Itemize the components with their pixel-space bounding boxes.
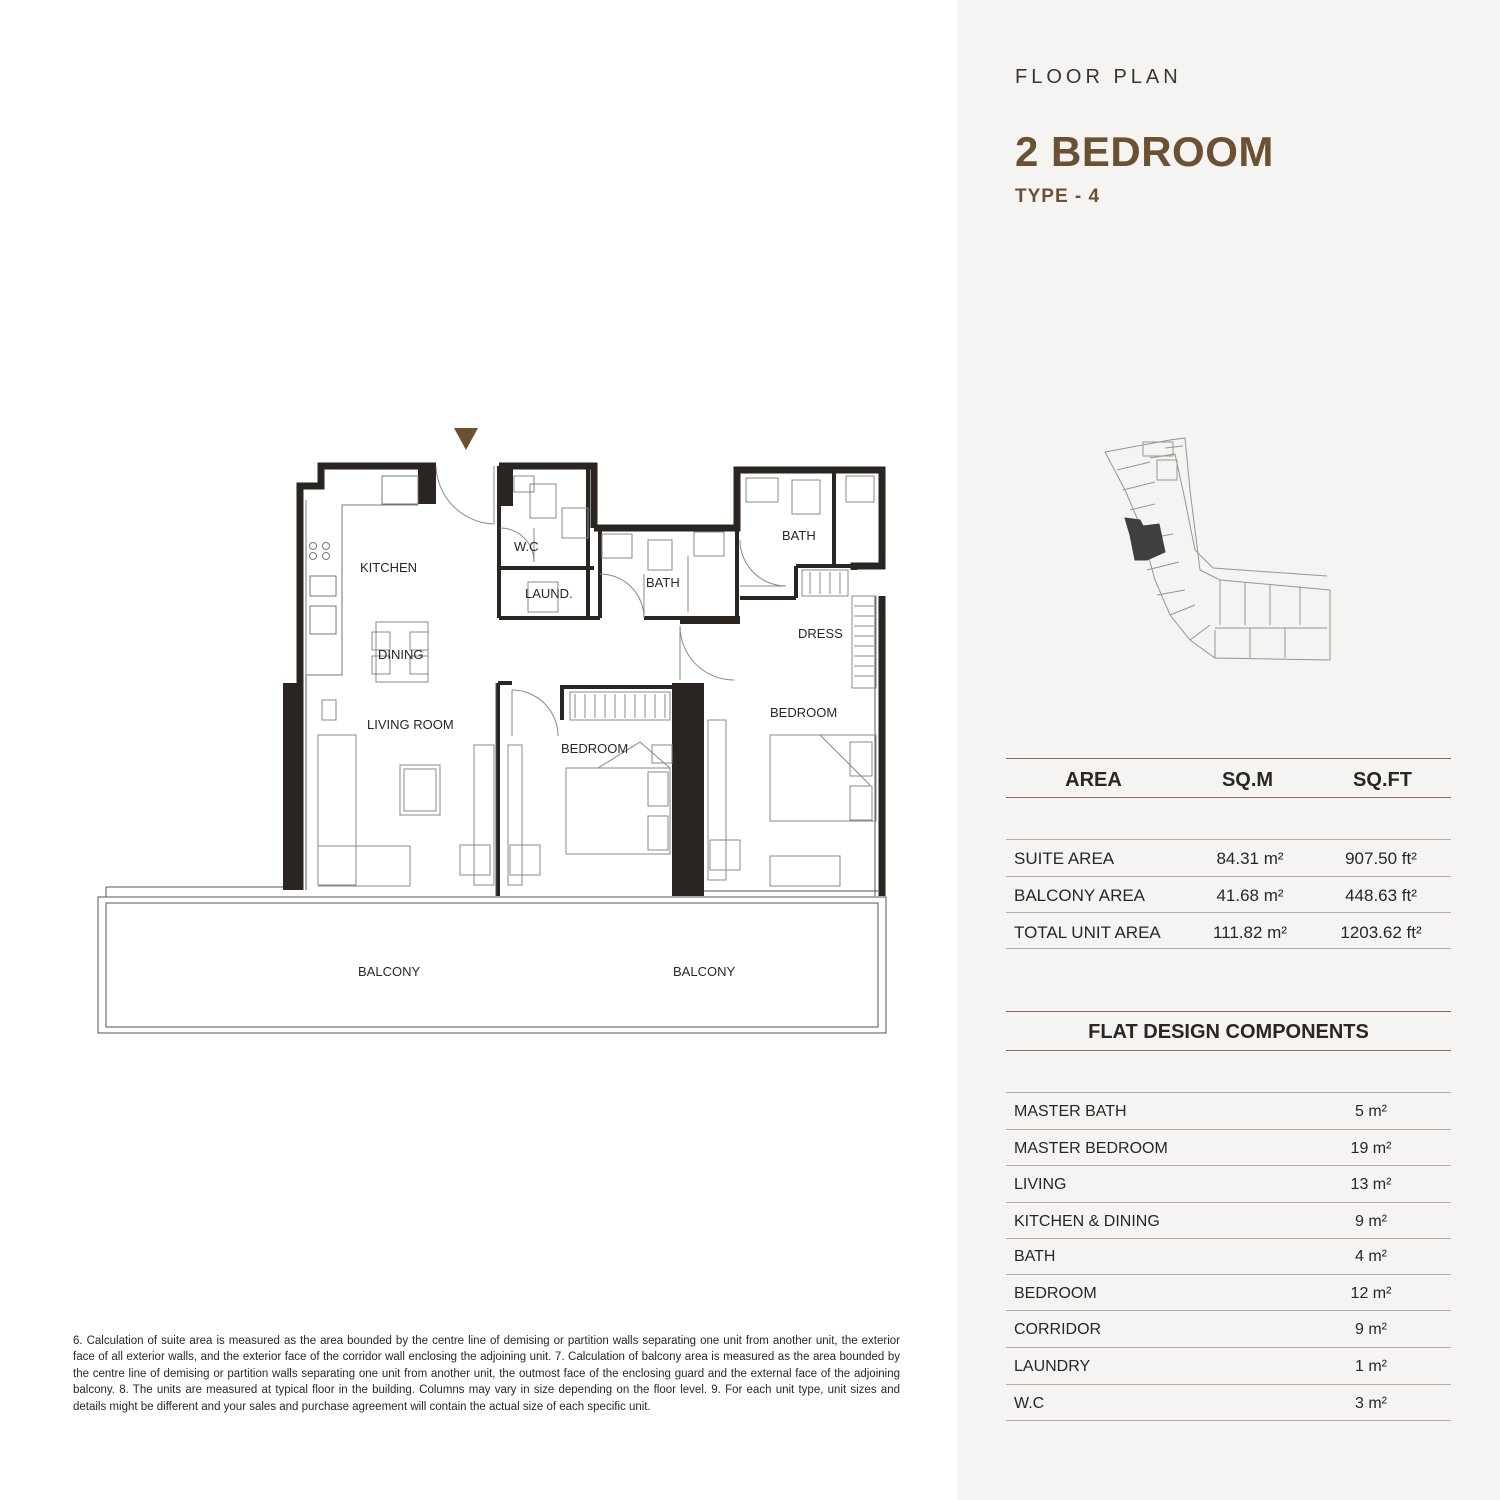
balcony-area bbox=[98, 887, 886, 1033]
component-value: 5 m² bbox=[1355, 1103, 1387, 1120]
unit-type: TYPE - 4 bbox=[1015, 186, 1101, 207]
section-heading: FLOOR PLAN bbox=[1015, 66, 1182, 88]
component-row bbox=[1006, 1203, 1451, 1239]
column bbox=[418, 466, 436, 504]
component-label: LAUNDRY bbox=[1014, 1358, 1091, 1375]
area-row-sqft: 1203.62 ft² bbox=[1340, 923, 1422, 942]
kitchen-counter bbox=[306, 476, 418, 675]
divider bbox=[1006, 797, 1451, 798]
label-dining: DINING bbox=[378, 647, 424, 662]
label-laundry: LAUND. bbox=[525, 586, 573, 601]
column bbox=[672, 683, 704, 896]
component-row bbox=[1006, 1166, 1451, 1202]
component-label: MASTER BATH bbox=[1014, 1103, 1127, 1120]
page-title: 2 BEDROOM bbox=[1015, 128, 1274, 175]
component-row bbox=[1006, 1348, 1451, 1384]
component-row bbox=[1006, 1238, 1451, 1274]
component-value: 12 m² bbox=[1350, 1285, 1392, 1302]
area-row-sqft: 907.50 ft² bbox=[1345, 849, 1417, 868]
divider bbox=[1006, 912, 1451, 913]
key-plan bbox=[1095, 430, 1335, 670]
divider bbox=[1006, 1420, 1451, 1421]
component-row bbox=[1006, 1093, 1451, 1129]
sqm-header: SQ.M bbox=[1221, 769, 1274, 791]
component-value: 3 m² bbox=[1355, 1395, 1387, 1412]
component-value: 1 m² bbox=[1355, 1358, 1387, 1375]
label-kitchen: KITCHEN bbox=[360, 560, 418, 575]
area-row bbox=[1006, 840, 1451, 876]
component-row bbox=[1006, 1311, 1451, 1347]
component-value: 19 m² bbox=[1350, 1140, 1392, 1157]
area-row-label: TOTAL UNIT AREA bbox=[1014, 923, 1161, 942]
bedroom1-furniture bbox=[460, 692, 672, 885]
area-row bbox=[1006, 914, 1451, 950]
area-row-sqm: 41.68 m² bbox=[1216, 886, 1284, 905]
label-wc: W.C bbox=[514, 539, 539, 554]
component-row bbox=[1006, 1130, 1451, 1166]
component-label: LIVING bbox=[1014, 1176, 1067, 1193]
component-label: MASTER BEDROOM bbox=[1014, 1140, 1168, 1157]
footnote: 6. Calculation of suite area is measured as the area bounded by the centre line of demising or partition walls separating one unit from another unit, the exterior face of all exterior walls, and the exterior face of the corridor wall enclosing the adjoining unit. 7. Calculation of balcony area is measured as the area bounded by the centre line of demising or partition walls separating one unit from another unit, the outmost face of the enclosing guard and the external face of the adjoining balcony. 8. The units are measured at typical floor in the building. Columns may vary in size depending on the floor level. 9. For each unit type, unit sizes and details might be different and your sales and purchase agreement will contain the actual size of each specific unit. bbox=[73, 1335, 900, 1413]
area-row-label: BALCONY AREA bbox=[1014, 886, 1146, 905]
label-bath-1: BATH bbox=[646, 575, 680, 590]
entrance-arrow-icon bbox=[454, 428, 478, 450]
column bbox=[283, 683, 300, 890]
area-row bbox=[1006, 877, 1451, 913]
divider bbox=[1006, 1050, 1451, 1051]
label-bedroom-1: BEDROOM bbox=[561, 741, 629, 756]
area-row-sqm: 111.82 m² bbox=[1212, 923, 1288, 942]
label-balcony-1: BALCONY bbox=[358, 964, 421, 979]
label-bedroom-2: BEDROOM bbox=[770, 705, 838, 720]
component-value: 4 m² bbox=[1355, 1248, 1387, 1265]
label-bath-2: BATH bbox=[782, 528, 816, 543]
component-value: 9 m² bbox=[1355, 1321, 1387, 1338]
divider bbox=[1006, 1011, 1451, 1012]
component-label: W.C bbox=[1014, 1395, 1045, 1412]
component-label: BATH bbox=[1014, 1248, 1056, 1265]
divider bbox=[1006, 758, 1451, 759]
area-row-sqm: 84.31 m² bbox=[1216, 849, 1284, 868]
label-balcony-2: BALCONY bbox=[673, 964, 736, 979]
component-row bbox=[1006, 1275, 1451, 1311]
component-value: 13 m² bbox=[1350, 1176, 1392, 1193]
divider bbox=[1006, 948, 1451, 949]
label-living-room: LIVING ROOM bbox=[367, 717, 454, 732]
unit-highlight bbox=[1125, 518, 1165, 560]
area-header: AREA bbox=[1065, 769, 1122, 791]
component-label: BEDROOM bbox=[1014, 1285, 1097, 1302]
component-value: 9 m² bbox=[1355, 1213, 1387, 1230]
label-dress: DRESS bbox=[798, 626, 843, 641]
component-label: CORRIDOR bbox=[1014, 1321, 1102, 1338]
area-row-label: SUITE AREA bbox=[1014, 849, 1115, 868]
sqft-header: SQ.FT bbox=[1353, 769, 1412, 791]
component-label: KITCHEN & DINING bbox=[1014, 1213, 1160, 1230]
components-title: FLAT DESIGN COMPONENTS bbox=[1088, 1021, 1369, 1043]
column bbox=[499, 466, 513, 506]
area-row-sqft: 448.63 ft² bbox=[1345, 886, 1417, 905]
component-row bbox=[1006, 1385, 1451, 1421]
